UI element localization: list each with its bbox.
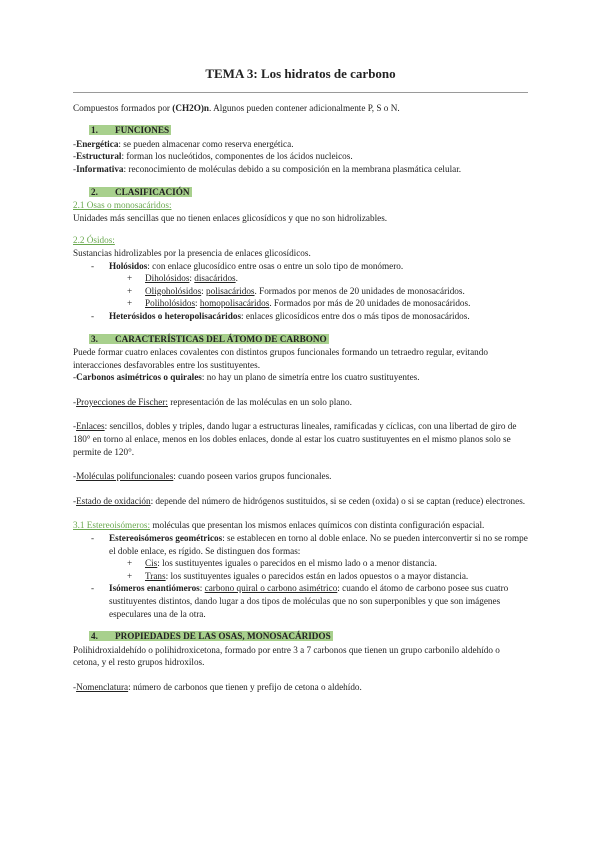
list-text: : con enlace glucosídico entre osas o entre un solo tipo de monómero. (147, 260, 404, 271)
sublist-text: : los sustituyentes iguales o parecidos están en lados opuestos o a mayor distancia. (165, 570, 469, 581)
subsection-estereoisomeros (73, 519, 528, 532)
subsection-text: Sustancias hidrolizables por la presencia de enlaces glicosídicos. (73, 247, 311, 258)
sublist-text: . (235, 273, 238, 284)
subsection-text: Unidades más sencillas que no tienen enlaces glicosídicos y que no son hidrolizables. (73, 212, 388, 223)
section-title: CLASIFICACIÓN (115, 186, 190, 197)
function-text: : se pueden almacenar como reserva energética. (118, 138, 294, 149)
term: Carbonos asimétricos o quirales (76, 372, 202, 383)
function-term: Informativa (76, 163, 124, 174)
sublist-text: . Formados por menos de 20 unidades de monosacáridos. (254, 285, 465, 296)
list-item-enantiomeros (73, 582, 528, 620)
sublist-text: . Formados por más de 20 unidades de monosacáridos. (269, 298, 471, 309)
function-term: Estructural (76, 151, 122, 162)
sublist-term: Poliholósidos (145, 298, 196, 309)
section-number: 2. (91, 186, 98, 197)
list-text: : cuando el átomo de carbono posee sus cuatro sustituyentes distintos, dando lugar a dos tipos de moléculas que no son superponibles y que son imágenes especulares una de la otra. (109, 583, 509, 619)
term: Nomenclatura (76, 681, 129, 692)
paragraph: -Carbonos asimétricos o quirales: no hay un plano de simetría entre los cuatro sustituyentes. (73, 372, 420, 383)
title-divider (73, 92, 528, 93)
sublist-term: Diholósidos (145, 273, 190, 284)
sublist-sep: : (195, 298, 200, 309)
sublist-term-b: disacáridos (194, 273, 236, 284)
sublist-term: Cis (145, 558, 158, 569)
function-term: Energética (76, 138, 119, 149)
list-term: Holósidos (109, 260, 148, 271)
term: Proyecciones de Fischer: (76, 396, 168, 407)
section-heading-clasificacion (73, 186, 528, 199)
list-term: Estereoisómeros geométricos (109, 533, 223, 544)
sublist-item (73, 272, 528, 285)
paragraph-fischer: -Proyecciones de Fischer: representación de las moléculas en un solo plano. (73, 396, 352, 407)
text: representación de las moléculas en un solo plano. (167, 396, 352, 407)
isomeros-list (73, 532, 528, 620)
paragraph: Puede formar cuatro enlaces covalentes con distintos grupos funcionales formando un tetraedro regular, evitando interacciones desfavorables entre los sustituyentes. (73, 347, 488, 370)
list-term-u: carbono quiral o carbono asimétrico (204, 583, 338, 594)
intro-text: Compuestos formados por (73, 102, 173, 113)
text: : sencillos, dobles y triples, dando lugar a estructuras lineales, ramificadas y cíclicas, con una libertad de giro de 180° en torno al enlace, menos en los dobles enlaces, donde al estar los cuatro sustituyentes en el mismo planos solo se permite de 120°. (73, 421, 517, 457)
list-item-geometricos (73, 532, 528, 582)
term: Enlaces (76, 421, 105, 432)
function-text: : reconocimiento de moléculas debido a su composición en la membrana plasmática celular. (123, 163, 462, 174)
section-heading-funciones (73, 124, 528, 137)
list-text: : enlaces glicosídicos entre dos o más tipos de monosacáridos. (241, 310, 470, 321)
list-item-holosidos (73, 260, 528, 310)
list-sep: : (199, 583, 205, 594)
text: : número de carbonos que tienen y prefijo de cetona o aldehído. (128, 681, 362, 692)
sublist-item (73, 285, 528, 298)
text: : depende del número de hidrógenos sustituidos, si se ceden (oxida) o si se captan (reduce) electrones. (150, 495, 526, 506)
subsection-title-osas: 2.1 Osas o monosacáridos: (73, 200, 172, 211)
sublist-sep: : (201, 285, 207, 296)
intro-text-end: . Algunos pueden contener adicionalmente P, S o N. (209, 102, 400, 113)
section-heading-propiedades (73, 630, 528, 643)
subsection-title: 3.1 Estereoisómeros: (73, 520, 151, 531)
paragraph-oxidacion: -Estado de oxidación: depende del número de hidrógenos sustituidos, si se ceden (oxida) o si se captan (reduce) electrones. (73, 495, 526, 506)
section-title: PROPIEDADES DE LAS OSAS, MONOSACÁRIDOS (115, 631, 331, 642)
list-text: : se establecen en torno al doble enlace. No se pueden interconvertir si no se rompe el doble enlace, es rígido. Se distinguen dos formas: (109, 533, 528, 556)
paragraph: Polihidroxialdehído o polihidroxicetona, formado por entre 3 a 7 carbonos que tienen un grupo carbonilo aldehído o cetona, y el resto grupos hidroxilos. (73, 644, 500, 668)
section-number: 1. (91, 125, 98, 136)
document-page (73, 68, 528, 694)
sublist-item (73, 297, 528, 310)
sublist-item (73, 557, 528, 570)
section-heading-caracteristicas (73, 333, 528, 346)
list-term: Isómeros enantiómeros (109, 583, 200, 594)
text: : cuando poseen varios grupos funcionales. (173, 471, 332, 482)
paragraph-polifuncionales: -Moléculas polifuncionales: cuando poseen varios grupos funcionales. (73, 471, 332, 482)
sublist-term-b: homopolisacáridos (199, 298, 270, 309)
function-item: -Informativa: reconocimiento de moléculas debido a su composición en la membrana plasmática celular. (73, 163, 462, 174)
function-item: -Estructural: forman los nucleótidos, componentes de los ácidos nucleicos. (73, 151, 353, 162)
sublist-term-b: polisacáridos (206, 285, 255, 296)
text: : no hay un plano de simetría entre los cuatro sustituyentes. (201, 372, 420, 383)
term: Estado de oxidación (76, 495, 151, 506)
subsection-text: moléculas que presentan los mismos enlaces químicos con distinta configuración espacial. (150, 520, 485, 531)
function-text: : forman los nucleótidos, componentes de los ácidos nucleicos. (121, 151, 353, 162)
sublist-term: Trans (145, 570, 166, 581)
term: Moléculas polifuncionales (76, 471, 174, 482)
sublist-term: Oligoholósidos (145, 285, 202, 296)
subsection-title-osidos: 2.2 Ósidos: (73, 235, 115, 246)
intro-paragraph (73, 102, 528, 115)
page-title: TEMA 3: Los hidratos de carbono (205, 66, 396, 81)
sublist-text: : los sustituyentes iguales o parecidos en el mismo lado o a menor distancia. (157, 558, 437, 569)
section-title: FUNCIONES (115, 125, 170, 136)
list-item-heterosidos (73, 310, 528, 323)
list-term: Heterósidos o heteropolisacáridos (109, 310, 242, 321)
osidos-list (73, 260, 528, 323)
sublist-item (73, 570, 528, 583)
section-title: CARACTERÍSTICAS DEL ÁTOMO DE CARBONO (115, 333, 327, 344)
sublist-sep: : (189, 273, 195, 284)
holosidos-sublist (73, 272, 528, 310)
section-number: 4. (91, 631, 98, 642)
paragraph-enlaces: -Enlaces: sencillos, dobles y triples, dando lugar a estructuras lineales, ramificadas y cíclicas, con una libertad de giro de 180° en torno al enlace, menos en los dobles enlaces, donde al estar los cuatro sustituyentes en el mismo planos solo se permite de 120°. (73, 421, 517, 457)
paragraph-nomenclatura: -Nomenclatura: número de carbonos que tienen y prefijo de cetona o aldehído. (73, 681, 362, 692)
function-item: -Energética: se pueden almacenar como reserva energética. (73, 138, 294, 149)
geometricos-sublist (73, 557, 528, 582)
intro-formula: (CH2O)n (172, 102, 210, 113)
section-number: 3. (91, 333, 98, 344)
